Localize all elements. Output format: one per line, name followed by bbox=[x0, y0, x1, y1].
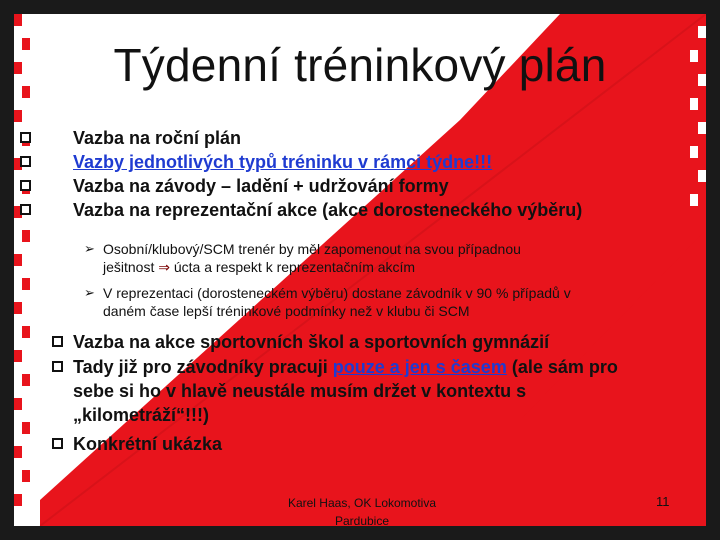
square-bullet-icon bbox=[52, 361, 63, 372]
square-bullet-icon bbox=[52, 438, 63, 449]
arrow-bullet-icon: ➢ bbox=[84, 241, 95, 256]
bullet-item-7 bbox=[52, 432, 692, 456]
sub-bullet-line: Osobní/klubový/SCM trenér by měl zapomenout na svou případnou bbox=[103, 241, 521, 257]
bullet-text: Vazba na závody – ladění + udržování formy bbox=[73, 176, 449, 196]
bullet-text: Vazba na roční plán bbox=[73, 128, 242, 148]
bullet-item-4 bbox=[18, 198, 688, 222]
bullet-item-2 bbox=[18, 150, 688, 174]
arrow-bullet-icon: ➢ bbox=[84, 285, 95, 300]
sub-bullet-text: ješitnost bbox=[103, 259, 155, 275]
bullet-item-1 bbox=[18, 126, 688, 150]
bullet-line: „kilometráží“!!!) bbox=[73, 405, 210, 425]
square-bullet-icon bbox=[52, 336, 63, 347]
sub-bullet-text: úcta a respekt k reprezentačním akcím bbox=[173, 259, 416, 275]
bullet-item-6 bbox=[52, 355, 692, 427]
bullet-text: (ale sám pro bbox=[511, 357, 618, 377]
bullet-text: Konkrétní ukázka bbox=[73, 434, 223, 454]
footer-author-line: Pardubice bbox=[334, 514, 390, 528]
bullet-line bbox=[73, 355, 618, 379]
bullet-text-link[interactable]: pouze a jen s časem bbox=[332, 357, 507, 377]
bullet-item-5 bbox=[52, 330, 692, 354]
square-bullet-icon bbox=[20, 204, 31, 215]
square-bullet-icon bbox=[20, 132, 31, 143]
sub-bullet-line: daném čase lepší tréninkové podmínky než v klubu či SCM bbox=[103, 303, 470, 319]
sub-bullet-2 bbox=[84, 284, 684, 320]
slide-title: Týdenní tréninkový plán bbox=[113, 39, 607, 91]
footer-author-line: Karel Haas, OK Lokomotiva bbox=[287, 496, 437, 510]
bullet-text: Vazba na reprezentační akce (akce dorosteneckého výběru) bbox=[73, 200, 583, 220]
sub-bullet-1 bbox=[84, 240, 684, 276]
bullet-text: Vazba na akce sportovních škol a sportovních gymnázií bbox=[73, 332, 550, 352]
bullet-item-3 bbox=[18, 174, 688, 198]
implies-arrow-icon: ⇒ bbox=[158, 259, 170, 275]
bullet-text-link[interactable]: Vazby jednotlivých typů tréninku v rámci týdne!!! bbox=[73, 152, 493, 172]
sub-bullet-line: V reprezentaci (dorosteneckém výběru) dostane závodník v 90 % případů v bbox=[103, 285, 571, 301]
footer-author bbox=[262, 494, 462, 530]
square-bullet-icon bbox=[20, 180, 31, 191]
bullet-text: Tady již pro závodníky pracuji bbox=[73, 357, 328, 377]
sub-bullet-line bbox=[103, 258, 415, 276]
square-bullet-icon bbox=[20, 156, 31, 167]
bullet-line: sebe si ho v hlavě neustále musím držet v kontextu s bbox=[73, 381, 527, 401]
page-number: 11 bbox=[656, 494, 670, 509]
